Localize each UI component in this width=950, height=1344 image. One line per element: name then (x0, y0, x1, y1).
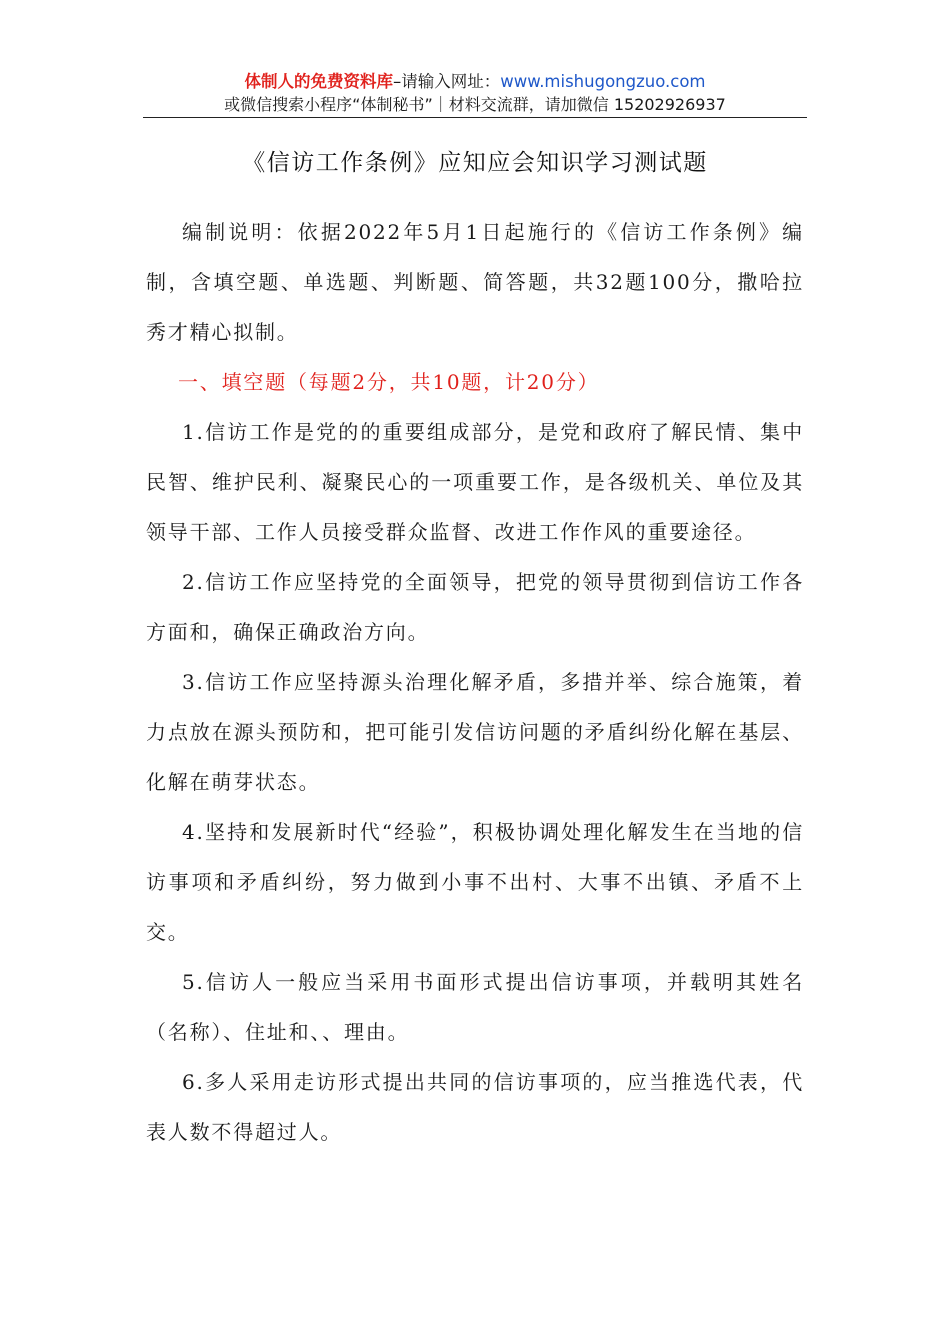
intro-paragraph: 编制说明：依据2022年5月1日起施行的《信访工作条例》编制，含填空题、单选题、判断题、简答题，共32题100分，撒哈拉秀才精心拟制。 (146, 220, 804, 344)
question-1: 1.信访工作是党的的重要组成部分，是党和政府了解民情、集中民智、维护民利、凝聚民心的一项重要工作，是各级机关、单位及其领导干部、工作人员接受群众监督、改进工作作风的重要途径。 (146, 420, 804, 544)
question-5: 5.信访人一般应当采用书面形式提出信访事项，并载明其姓名（名称）、住址和、、理由。 (146, 970, 804, 1044)
question-6: 6.多人采用走访形式提出共同的信访事项的，应当推选代表，代表人数不得超过人。 (146, 1070, 804, 1144)
document-body (146, 207, 804, 1157)
section-heading-fill-in: 一、填空题（每题2分，共10题，计20分） (178, 370, 600, 394)
header-site-link[interactable]: www.mishugongzuo.com (500, 72, 706, 91)
header-line-2: 或微信搜索小程序“体制秘书”｜材料交流群，请加微信 15202926937 (224, 95, 726, 114)
header-brand: 体制人的免费资料库 (244, 72, 393, 91)
header-line-1 (143, 70, 807, 94)
document-title: 《信访工作条例》应知应会知识学习测试题 (242, 150, 708, 176)
question-4: 4.坚持和发展新时代“经验”，积极协调处理化解发生在当地的信访事项和矛盾纠纷，努力做到小事不出村、大事不出镇、矛盾不上交。 (146, 820, 804, 944)
question-2: 2.信访工作应坚持党的全面领导，把党的领导贯彻到信访工作各方面和，确保正确政治方向。 (146, 570, 804, 644)
header-divider (143, 117, 807, 118)
question-3: 3.信访工作应坚持源头治理化解矛盾，多措并举、综合施策，着力点放在源头预防和，把可能引发信访问题的矛盾纠纷化解在基层、化解在萌芽状态。 (146, 670, 804, 794)
page-header (143, 70, 807, 116)
header-prompt: –请输入网址： (392, 72, 501, 91)
